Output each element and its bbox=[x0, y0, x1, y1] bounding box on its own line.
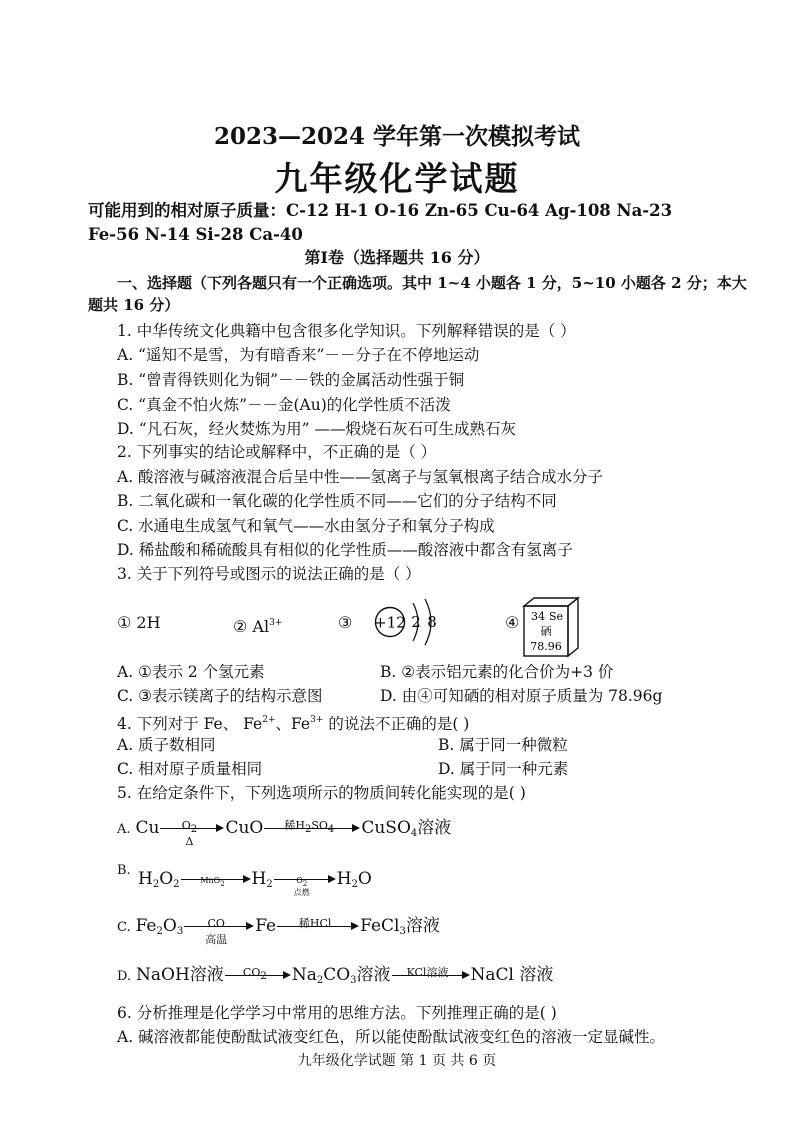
q1-option-a: A. “遥知不是雪，为有暗香来”－－分子在不停地运动 bbox=[117, 346, 480, 364]
q2-option-c: C. 水通电生成氢气和氧气——水由氢分子和氧分子构成 bbox=[117, 517, 495, 535]
reaction-arrow: O2 点燃 bbox=[274, 867, 336, 893]
page-footer: 九年级化学试题 第 1 页 共 6 页 bbox=[297, 1053, 497, 1069]
element-symbol: Se bbox=[549, 610, 564, 623]
q4-option-c: C. 相对原子质量相同 bbox=[117, 760, 263, 778]
atomic-mass-line-2: Fe-56 N-14 Si-28 Ca-40 bbox=[88, 225, 303, 244]
reaction-arrow: 稀HCl bbox=[277, 914, 359, 940]
q2-stem: 2. 下列事实的结论或解释中，不正确的是（ ） bbox=[117, 443, 437, 461]
q3-option-d: D. 由④可知硒的相对原子质量为 78.96g bbox=[380, 687, 663, 705]
q3-stem: 3. 关于下列符号或图示的说法正确的是（ ） bbox=[117, 565, 421, 583]
section-instructions-2: 题共 16 分） bbox=[88, 296, 180, 314]
q3-option-c: C. ③表示镁离子的结构示意图 bbox=[117, 687, 323, 705]
q3-symbol-1: ① 2H bbox=[117, 613, 161, 632]
element-tile-se bbox=[522, 596, 626, 658]
q3-option-b: B. ②表示铝元素的化合价为+3 价 bbox=[380, 663, 614, 681]
reaction-arrow: CO 高温 bbox=[184, 914, 254, 940]
q3-symbol-4-label: ④ bbox=[505, 613, 520, 632]
q2-option-a: A. 酸溶液与碱溶液混合后呈中性——氢离子与氢氧根离子结合成水分子 bbox=[117, 468, 604, 486]
shell-1-electrons: 2 bbox=[411, 613, 421, 631]
q5-option-a: A. Cu O2 Δ CuO 稀H2SO4 CuSO$_4$溶液 bbox=[117, 818, 452, 848]
reaction-arrow: MnO2 bbox=[181, 867, 251, 893]
q6-stem: 6. 分析推理是化学学习中常用的思维方法。下列推理正确的是( ) bbox=[117, 1004, 557, 1022]
q1-option-c: C. “真金不怕火炼”－－金(Au)的化学性质不活泼 bbox=[117, 396, 451, 414]
reaction-arrow: O2 Δ bbox=[160, 816, 224, 842]
q4-option-b: B. 属于同一种微粒 bbox=[438, 736, 568, 754]
q5-option-c: C. $Fe_2O_3$ CO 高温 Fe 稀HCl FeCl$_3$溶液 bbox=[117, 916, 440, 946]
q1-option-d: D. “凡石灰，经火焚炼为用” ——煅烧石灰石可生成熟石灰 bbox=[117, 420, 517, 438]
q5-option-d: D. NaOH溶液 CO2 $Na_2CO_3$溶液 KCl溶液 NaCl 溶液 bbox=[117, 962, 553, 994]
nucleus-charge: +12 bbox=[374, 613, 406, 632]
atomic-number: 34 bbox=[531, 610, 545, 623]
q5-stem: 5. 在给定条件下，下列选项所示的物质间转化能实现的是( ) bbox=[117, 784, 526, 802]
q4-option-d: D. 属于同一种元素 bbox=[438, 760, 569, 778]
atomic-mass-line-1: 可能用到的相对原子质量：C-12 H-1 O-16 Zn-65 Cu-64 Ag-108 Na-23 bbox=[88, 201, 673, 220]
atom-structure-diagram bbox=[373, 597, 453, 647]
q3-option-a: A. ①表示 2 个氢元素 bbox=[117, 663, 265, 681]
q5-option-b: $H_2O_2$ MnO2 $H_2$ O2 点燃 $H_2O$ bbox=[138, 869, 372, 897]
q3-symbol-2: ② $Al^{3+}$ bbox=[233, 617, 283, 636]
q4-option-a: A. 质子数相同 bbox=[117, 736, 216, 754]
q5-option-b-label: B. bbox=[117, 863, 131, 878]
reaction-arrow: KCl溶液 bbox=[392, 963, 470, 989]
atomic-mass: 78.96 bbox=[530, 640, 562, 653]
exam-subtitle: 九年级化学试题 bbox=[274, 159, 520, 198]
q2-option-b: B. 二氧化碳和一氧化碳的化学性质不同——它们的分子结构不同 bbox=[117, 492, 557, 510]
shell-2-electrons: 8 bbox=[427, 613, 437, 631]
section-heading: 第Ⅰ卷（选择题共 16 分） bbox=[304, 248, 490, 267]
section-instructions-1: 一、选择题（下列各题只有一个正确选项。其中 1~4 小题各 1 分，5~10 小题各 2 分；本大 bbox=[117, 274, 747, 292]
reaction-arrow: CO2 bbox=[225, 963, 291, 989]
q4-stem: 4. 下列对于 Fe、 $Fe^{2+}$、$Fe^{3+}$ 的说法不正确的是( ) bbox=[117, 715, 470, 733]
element-name: 硒 bbox=[540, 625, 552, 638]
q1-stem: 1. 中华传统文化典籍中包含很多化学知识。下列解释错误的是（ ） bbox=[117, 322, 576, 340]
q6-option-a: A. 碱溶液都能使酚酞试液变红色，所以能使酚酞试液变红色的溶液一定显碱性。 bbox=[117, 1028, 666, 1046]
q1-option-b: B. “曾青得铁则化为铜”－－铁的金属活动性强于铜 bbox=[117, 371, 465, 389]
q2-option-d: D. 稀盐酸和稀硫酸具有相似的化学性质——酸溶液中都含有氢离子 bbox=[117, 541, 573, 559]
exam-title: 2023—2024 学年第一次模拟考试 bbox=[213, 123, 581, 150]
reaction-arrow: 稀H2SO4 bbox=[264, 816, 360, 842]
q3-symbol-3-label: ③ bbox=[338, 613, 353, 632]
